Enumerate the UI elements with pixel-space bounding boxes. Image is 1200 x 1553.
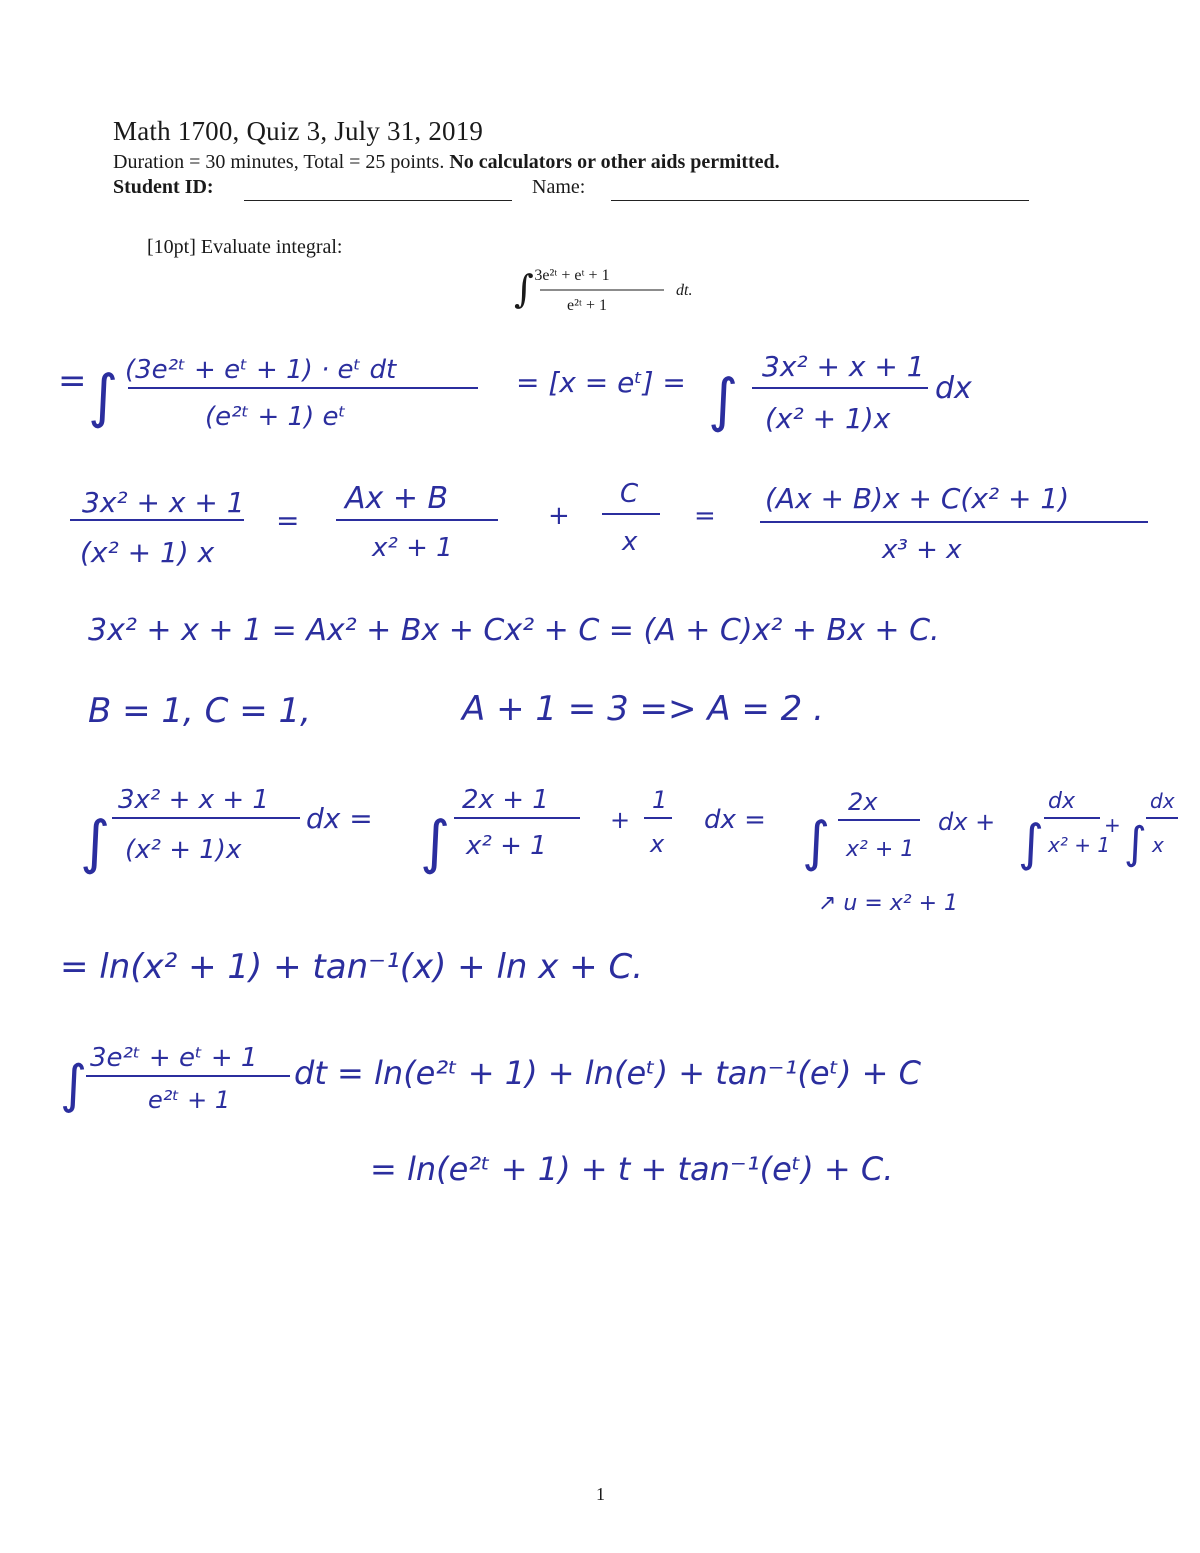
hw-pf-t2-num: C bbox=[620, 479, 639, 509]
hw-result-x: = ln(x² + 1) + tan⁻¹(x) + ln x + C. bbox=[60, 947, 644, 987]
hw-line1-rhs-den: (x² + 1)x bbox=[765, 402, 891, 435]
quiz-title: Math 1700, Quiz 3, July 31, 2019 bbox=[113, 116, 484, 146]
hw-coeff-line: 3x² + x + 1 = Ax² + Bx + Cx² + C = (A + C)x² + Bx + C. bbox=[88, 613, 940, 648]
student-id-label: Student ID: bbox=[113, 176, 214, 198]
hw-int-split-den: x² + 1 bbox=[466, 831, 547, 861]
hw-integral-2: ∫ bbox=[708, 366, 739, 434]
hw-integral-7: ∫ bbox=[1124, 818, 1147, 869]
page-number: 1 bbox=[596, 1484, 605, 1504]
hw-int-split-inv-num: 1 bbox=[652, 786, 668, 814]
hw-line1-num: (3e²ᵗ + eᵗ + 1) · eᵗ dt bbox=[125, 355, 397, 385]
hw-int-split-inv-den: x bbox=[650, 830, 665, 858]
subtitle-regular: Duration = 30 minutes, Total = 25 points. bbox=[113, 151, 445, 173]
hw-final-simplified: = ln(e²ᵗ + 1) + t + tan⁻¹(eᵗ) + C. bbox=[370, 1150, 894, 1188]
question-numerator: 3e²ᵗ + eᵗ + 1 bbox=[534, 267, 610, 284]
hw-line1-dx: dx bbox=[935, 371, 972, 406]
hw-int-split-plus: + bbox=[610, 806, 631, 834]
hw-int-dx-eq: dx = bbox=[306, 802, 373, 835]
hw-sub-note: ↗ u = x² + 1 bbox=[818, 891, 959, 916]
hw-int3-2-num: dx bbox=[1048, 789, 1075, 814]
integral-sign: ∫ bbox=[514, 267, 534, 311]
hw-line1-sub: = [x = eᵗ] = bbox=[516, 366, 686, 399]
hw-pf-t1-den: x² + 1 bbox=[372, 533, 453, 563]
hw-int-split-num: 2x + 1 bbox=[462, 785, 549, 815]
hw-pf-lhs-num: 3x² + x + 1 bbox=[82, 486, 245, 519]
hw-pf-t2-den: x bbox=[622, 527, 638, 557]
hw-int3-1-num: 2x bbox=[848, 788, 878, 816]
hw-final-lhs-den: e²ᵗ + 1 bbox=[148, 1086, 231, 1114]
hw-line1-den: (e²ᵗ + 1) eᵗ bbox=[205, 402, 347, 432]
hw-int3-1-den: x² + 1 bbox=[846, 837, 915, 862]
hw-int-lhs-num: 3x² + x + 1 bbox=[118, 785, 269, 815]
hw-int-lhs-den: (x² + 1)x bbox=[125, 835, 242, 865]
question-denominator: e²ᵗ + 1 bbox=[567, 297, 607, 314]
hw-pf-rhs-den: x³ + x bbox=[882, 535, 962, 565]
hw-integral-4: ∫ bbox=[420, 808, 451, 876]
hw-integral-3: ∫ bbox=[80, 808, 111, 876]
hw-equals-1: = bbox=[58, 361, 87, 401]
hw-integral-8: ∫ bbox=[60, 1055, 88, 1115]
name-label: Name: bbox=[532, 176, 586, 198]
hw-int3-plus: + bbox=[1104, 813, 1121, 837]
question-differential: dt. bbox=[676, 282, 693, 299]
hw-final-rhs: dt = ln(e²ᵗ + 1) + ln(eᵗ) + tan⁻¹(eᵗ) + C bbox=[294, 1054, 921, 1092]
hw-pf-plus: + bbox=[548, 501, 570, 531]
hw-line1-rhs-num: 3x² + x + 1 bbox=[762, 350, 925, 383]
hw-int-split-dx: dx = bbox=[704, 805, 766, 835]
hw-pf-eq-1: = bbox=[276, 504, 300, 537]
hw-integral-1: ∫ bbox=[88, 362, 119, 430]
hw-pf-lhs-den: (x² + 1) x bbox=[80, 536, 215, 569]
hw-solve-2: A + 1 = 3 => A = 2 . bbox=[462, 689, 824, 729]
question-label: [10pt] Evaluate integral: bbox=[147, 236, 343, 258]
hw-int3-2-den: x² + 1 bbox=[1048, 833, 1111, 857]
hw-pf-t1-num: Ax + B bbox=[345, 481, 449, 516]
hw-solve-1: B = 1, C = 1, bbox=[88, 691, 311, 731]
hw-pf-rhs-num: (Ax + B)x + C(x² + 1) bbox=[765, 482, 1070, 515]
hw-pf-eq-2: = bbox=[694, 501, 716, 531]
hw-final-lhs-num: 3e²ᵗ + eᵗ + 1 bbox=[90, 1043, 258, 1073]
hw-integral-6: ∫ bbox=[1018, 814, 1045, 872]
hw-int3-dxplus: dx + bbox=[938, 808, 996, 836]
hw-int3-3-num: dx bbox=[1150, 789, 1175, 813]
hw-int3-3-den: x bbox=[1152, 833, 1164, 857]
hw-integral-5: ∫ bbox=[802, 810, 831, 873]
subtitle-bold: No calculators or other aids permitted. bbox=[449, 151, 780, 173]
